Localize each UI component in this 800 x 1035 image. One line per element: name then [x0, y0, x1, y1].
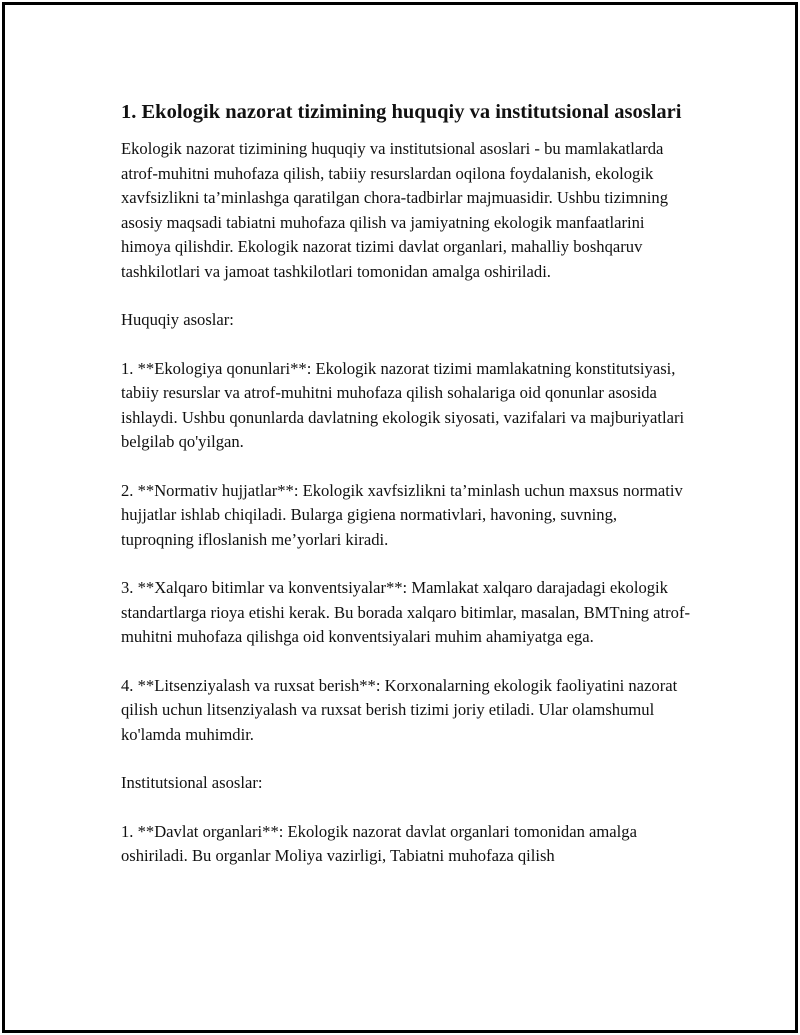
- list-item-licensing: 4. **Litsenziyalash va ruxsat berish**: Korxonalarning ekologik faoliyatini nazorat qilish uchun litsenziyalash va ruxsat berish tizimi joriy etiladi. Ular olamshumul ko'lamda muhimdir.: [121, 675, 678, 744]
- intro-paragraph: Ekologik nazorat tizimining huquqiy va institutsional asoslari - bu mamlakatlarda atrof-muhitni muhofaza qilish, tabiiy resurslardan oqilona foydalanish, ekologik xavfsizlikni ta’minlashga qaratilgan chora-tadbirlar majmuasidir. Ushbu tizimning asosiy maqsadi tabiatni muhofaza qilish va jamiyatning ekologik manfaatlarini himoya qilishdir. Ekologik nazorat tizimi davlat organlari, mahalliy boshqaruv tashkilotlari va jamoat tashkilotlari tomonidan amalga oshiriladi.: [121, 139, 668, 281]
- list-item-international-agreements: 3. **Xalqaro bitimlar va konventsiyalar**: Mamlakat xalqaro darajadagi ekologik standartlarga rioya etishi kerak. Bu borada xalqaro bitimlar, masalan, BMTning atrof-muhitni muhofaza qilishga oid konventsiyalari muhim ahamiyatga ega.: [121, 578, 691, 646]
- list-item-ecology-laws: 1. **Ekologiya qonunlari**: Ekologik nazorat tizimi mamlakatning konstitutsiyasi, tabiiy resurslar va atrof-muhitni muhofaza qilish sohalariga oid qonunlar asosida ishlaydi. Ushbu qonunlarda davlatning ekologik siyosati, vazifalari va majburiyatlari belgilab qo'yilgan.: [121, 358, 685, 451]
- institutional-basis-heading: Institutsional asoslar:: [121, 773, 263, 792]
- list-item-state-bodies: 1. **Davlat organlari**: Ekologik nazorat davlat organlari tomonidan amalga oshiriladi. Bu organlar Moliya vazirligi, Tabiatni muhofaza qilish: [121, 821, 637, 865]
- legal-basis-heading: Huquqiy asoslar:: [121, 310, 234, 329]
- document-body: [121, 99, 691, 893]
- section-heading: 1. Ekologik nazorat tizimining huquqiy va institutsional asoslari: [121, 101, 682, 123]
- document-page: [2, 2, 798, 1033]
- list-item-normative-documents: 2. **Normativ hujjatlar**: Ekologik xavfsizlikni ta’minlash uchun maxsus normativ hujjatlar ishlab chiqiladi. Bularga gigiena normativlari, havoning, suvning, tuproqning ifloslanish me’yorlari kiradi.: [121, 480, 683, 549]
